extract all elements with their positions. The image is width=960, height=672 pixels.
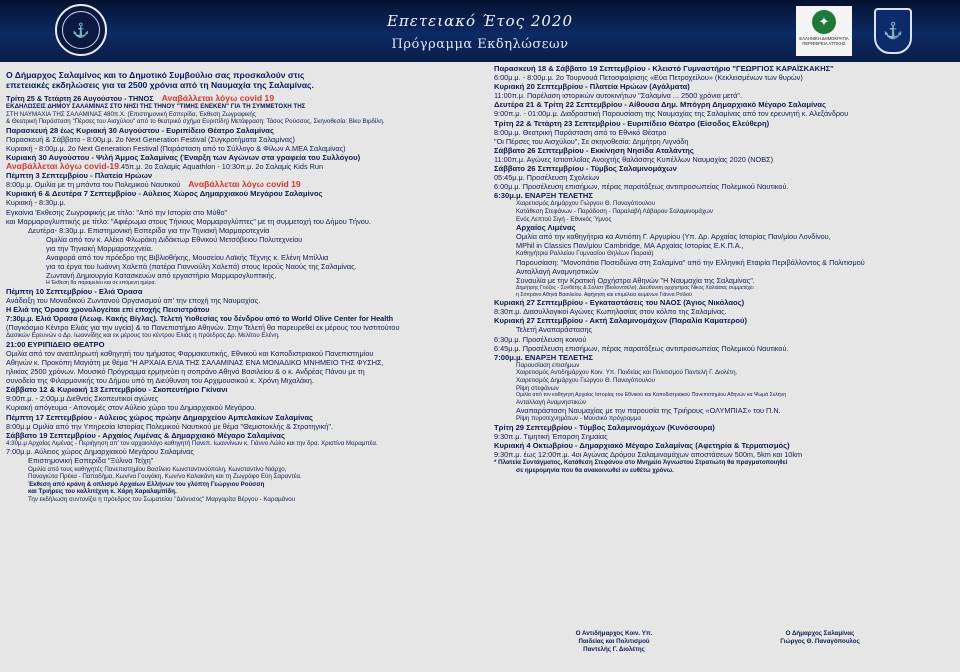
program-text: Κυριακή 20 Σεπτεμβρίου - Πλατεία Ηρώων (Αγάλματα)	[494, 82, 690, 92]
program-text: Ενός Λεπτού Σιγή - Εθνικός Ύμνος	[516, 215, 612, 223]
program-line	[6, 118, 484, 126]
program-text: Δημήτρης Γούζος - Συνθέτης & Σολίστ (Βιολοντσέλο), Διεύθυνση ορχήστρας Νίκος Χαλιάσας συμμετέχει	[516, 285, 754, 292]
program-text: Χαιρετισμός Δημάρχου Γιώργου Θ. Παναγόπουλου	[516, 377, 655, 384]
program-text: Τελετή Αναπαράστασης	[516, 325, 593, 335]
program-line	[6, 296, 484, 305]
program-text: Ρίψη πυροτεχνημάτων - Μουσικό πρόγραμμα	[516, 415, 641, 423]
program-text: Κυριακή - 8:00μ.μ. 2ο Next Generation Festival (Παράσταση από το Σύλλογο & Φίλων Α.ΜΕΑ Σαλαμίνας)	[6, 143, 346, 153]
right-column	[494, 64, 956, 474]
program-text: Τρίτη 22 & Τετάρτη 23 Σεπτεμβρίου - Ευριπίδειο Θέατρο (Είσοδος Ελεύθερη)	[494, 118, 770, 128]
program-line	[6, 111, 484, 119]
program-text: ηλικίας 2500 χρόνων. Μουσικό Πρόγραμμα ερμηνεύει η σοπράνο Αθηνά Βασιλείου & ο κ. Ανδρέας Πάνου με τη	[6, 367, 365, 377]
program-text: 6:00μ.μ. Προσέλευση επισήμων, πέρας παρατάξεως αντιπροσωπείας Πολεμικού Ναυτικού.	[494, 182, 789, 192]
program-text: Κυριακή 6 & Δευτέρα 7 Σεπτεμβρίου - Αύλειος Χώρος Δημαρχιακού Μεγάρου Σαλαμίνος	[6, 189, 323, 199]
program-text: Κυριακή 27 Σεπτεμβρίου - Εγκαταστάσεις του ΝΑΟΣ (Άγιος Νικόλαος)	[494, 298, 745, 308]
program-text: Τρίτη 29 Σεπτεμβρίου - Τύμβος Σαλαμινομάχων (Κυνόσουρα)	[494, 422, 715, 432]
program-line	[494, 182, 956, 191]
program-line	[6, 440, 484, 448]
program-line	[494, 423, 956, 432]
program-text: Κυριακή - 8:30μ.μ.	[6, 198, 66, 208]
program-line	[6, 253, 484, 262]
program-text: Καθηγήτρια Ραλλείου Γυμνασίου Θηλέων Πειραιά)	[516, 250, 654, 258]
program-text: Παναγιώτα Πρέκα - Παπαδήμα, Κων/να Γουγάκη, Κων/νο Καλακάνη και τη Ζωγράφο Εύη Σαραντέα.	[28, 473, 302, 481]
program-line	[6, 262, 484, 271]
program-text: 6:30μ.μ. ΕΝΑΡΞΗ ΤΕΛΕΤΗΣ	[494, 191, 593, 201]
program-line	[6, 473, 484, 481]
program-text: Αναπαράσταση Ναυμαχίας με την παρουσία της Τριήρους «ΟΛΥΜΠΙΑΣ» του Π.Ν.	[516, 406, 781, 416]
program-text: Την εκδήλωση συντονίζει η πρόεδρος του Σωματείου "Διόνυσος" Μαργαρίτα Βέργου - Καραμάνου	[28, 495, 296, 503]
program-line	[494, 335, 956, 344]
intro-line: επετειακές εκδηλώσεις για τα 2500 χρόνια από τη Ναυμαχία της Σαλαμίνας.	[6, 80, 314, 91]
program-line	[494, 155, 956, 164]
page-title: Επετειακό Έτος 2020	[386, 12, 574, 30]
program-text: 6:30μ.μ. Προσέλευση κοινού	[494, 334, 587, 344]
program-line	[494, 223, 956, 232]
program-line	[6, 144, 484, 153]
left-column	[6, 64, 484, 504]
program-line	[494, 450, 956, 459]
program-line	[494, 307, 956, 316]
program-text: Ρίψη στεφάνων	[516, 384, 559, 392]
program-line	[6, 431, 484, 440]
program-text: MPhil in Classics Παν/μίου Cambridge, MA Αρχαίας Ιστορίας Ε.Κ.Π.Α.,	[516, 241, 744, 251]
program-text: 4:30μ.μ Αρχαίος Λιμένας - Περιήγηση απ' τον αρχαιολόγο καθηγητή Πανεπ. Ιωαννίνων κ. Γιάννο Λώλο και την δρα. Χριστίνα Μαραμπέα.	[6, 439, 378, 447]
program-text: .45π.μ. 2ο Σαλαμίς Aquathlon - 10:30π.μ. 2ο Σαλαμίς Kids Run	[119, 162, 323, 172]
program-text: Κυριακή 27 Σεπτεμβρίου - Ακτή Σαλαμινομάχων (Παραλία Καματερού)	[494, 316, 747, 326]
program-text: συνοδεία της Φιλαρμονικής του Δήμου υπό τη Διεύθυνση του Αρχιμουσικού κ. Χρόνη Μιχαλάκη.	[6, 376, 314, 386]
program-line	[6, 358, 484, 367]
program-line	[6, 135, 484, 144]
program-line	[6, 162, 484, 171]
program-line	[494, 377, 956, 385]
signature-line: Παντελής Γ. Διολέτης	[583, 645, 645, 653]
program-line	[6, 305, 484, 314]
program-text: 8:00μ.μ. Ομιλία με τη μπάντα του Πολεμικού Ναυτικού	[6, 180, 181, 190]
program-line	[6, 94, 484, 103]
program-text: Επιστημονική Εσπερίδα "Ξύλινα Τείχη"	[28, 456, 154, 466]
program-line	[494, 91, 956, 100]
program-text: ΕΚΔΗΛΩΣΕΙΣ ΔΗΜΟΥ ΣΑΛΑΜΙΝΑΣ ΣΤΟ ΝΗΣΙ ΤΗΣ ΤΗΝΟΥ "ΤΙΜΗΣ ΕΝΕΚΕΝ" ΓΙΑ ΤΗ ΣΥΜΜΕΤΟΧΗ ΤΗΣ	[6, 102, 306, 110]
program-line	[494, 128, 956, 137]
program-line	[494, 316, 956, 325]
program-line	[6, 189, 484, 198]
program-line	[494, 353, 956, 362]
program-text: Τρίτη 25 & Τετάρτη 26 Αυγούστου - ΤΗΝΟΣ	[6, 93, 154, 103]
program-line	[494, 82, 956, 91]
program-text: 11:00π.μ. Αγώνες Ιστιοπλοΐας Ανοιχτής θαλάσσης Κυπέλλων Ναυμαχίας 2020 (ΝΟΒΣ)	[494, 154, 774, 164]
page-subtitle: Πρόγραμμα Εκδηλώσεων	[391, 37, 569, 52]
program-text: Ανταλλαγή Αναμνηστικών	[516, 398, 586, 406]
program-line	[6, 180, 484, 189]
program-line	[6, 332, 484, 340]
program-line	[494, 399, 956, 407]
intro-line: Ο Δήμαρχος Σαλαμίνος και το Δημοτικό Συμβούλιο σας προσκαλούν στις	[6, 70, 305, 80]
program-line	[6, 376, 484, 385]
program-text: Ομιλία από τον αναπληρωτή καθηγητή του τμήματος Φαρμακευτικής, Εθνικού και Καποδιστριακού Πανεπιστημίου	[6, 348, 374, 358]
program-line	[494, 200, 956, 208]
program-line	[6, 235, 484, 244]
program-line	[494, 362, 956, 370]
program-line	[494, 369, 956, 377]
signature-line: Ο Δήμαρχος Σαλαμίνας	[785, 630, 855, 637]
program-line	[494, 267, 956, 276]
program-line	[6, 466, 484, 474]
program-text: 9:00π.μ. - 01:00μ.μ. Διαδραστική Παρουσίαση της Ναυμαχίας της Σαλαμίνας από τον ερευνητή κ. Αλεξάνδρου	[494, 109, 849, 119]
program-line	[6, 367, 484, 376]
program-line	[494, 258, 956, 267]
program-text: Παρουσίαση επισήμων	[516, 361, 580, 369]
program-text: 6:45μ.μ. Προσέλευση επισήμων, πέρας παρατάξεως αντιπροσωπείας Πολεμικού Ναυτικού.	[494, 343, 789, 353]
program-text: και Τριήρεις του καλλιτέχνη κ. Χάρη Χαραλαμπίδη.	[28, 488, 177, 496]
program-text: Σάββατο 26 Σεπτεμβρίου - Εκκίνηση Νησίδα Αταλάντης	[494, 145, 694, 155]
program-text: Κυριακή 30 Αυγούστου - Ψιλή Άμμος Σαλαμίνας (Έναρξη των Αγώνων στα γραφεία του Συλλόγου)	[6, 152, 361, 162]
program-text: Αναφορά από τον πρόεδρο της Βιβλιοθήκης, Μουσείου Λαϊκής Τέχνης κ. Ελένη Μπίλλια	[46, 253, 329, 262]
program-text: Παρουσίαση: "Μονοπάτια Ποσειδώνα στη Σαλαμίνα" από την Ελληνική Εταιρία Περιβάλλοντος & Πολιτισμού	[516, 258, 865, 268]
program-line	[6, 413, 484, 422]
program-line	[494, 73, 956, 82]
program-line	[6, 217, 484, 226]
program-text: Κατάθεση Στεφάνων - Παράδοση - Παραλαβή Λάβαρου Σαλαμινομάχων	[516, 208, 713, 215]
program-line	[494, 432, 956, 441]
program-line	[6, 103, 484, 111]
program-line	[494, 459, 956, 467]
program-line	[494, 441, 956, 450]
program-line	[494, 173, 956, 182]
program-text: Χαιρετισμός Αντιδημάρχου Κοιν. Υπ. Παιδείας και Πολιτισμού Παντελή Γ. Διολέτη.	[516, 369, 738, 377]
program-line	[494, 298, 956, 307]
program-text: Η Έκθεση θα παραμείνει και σε επόμενη ημέρα.	[46, 280, 156, 287]
signature-line: Ο Αντιδήμαρχος Κοιν. Υπ.	[575, 630, 653, 637]
program-text: ΣΤΗ ΝΑΥΜΑΧΙΑ ΤΗΣ ΣΑΛΑΜΙΝΑΣ 480π.Χ. (Επιστημονική Εσπερίδα, Έκθεση Ζωγραφικής	[6, 110, 256, 118]
program-text: 6:00μ.μ. - 8:00μ.μ. 2ο Τουρνουά Πετοσφαίρισης «Εύα Πετροχείλου» (Κεκλεισμένων των θυρών)	[494, 73, 803, 83]
program-text: 21:00 ΕΥΡΙΠΙΔΕΙΟ ΘΕΑΤΡΟ	[6, 339, 105, 349]
program-line	[6, 171, 484, 180]
program-text: 8:00μ.μ Ομιλία από την Υπηρεσία Ιστορίας Πολεμικού Ναυτικού με θέμα "Θεμιστοκλής & Στρατηγική".	[6, 421, 333, 431]
program-text: για τα έργα του Ιωάννη Χαλεπά (πατέρα Γιαννούλη Χαλεπά) στους Ιερούς Ναούς της Σαλαμίνας.	[46, 262, 357, 272]
program-text: Πέμπτη 3 Σεπτεμβρίου - Πλατεία Ηρώων	[6, 171, 153, 181]
program-text: Πέμπτη 17 Σεπτεμβρίου - Αύλειος χώρος πρώην Δημαρχείου Αμπελακίων Σαλαμίνας	[6, 412, 313, 422]
program-line	[494, 232, 956, 241]
program-text: Παρασκευή 28 έως Κυριακή 30 Αυγούστου - Ευριπίδειο Θέατρο Σαλαμίνας	[6, 125, 274, 135]
program-text: Σάββατο 19 Σεπτεμβρίου - Αρχαίος Λιμένας & Δημαρχιακό Μέγαρο Σαλαμίνας	[6, 430, 285, 440]
postponed-notice: Αναβάλλεται λόγω covid 19	[188, 180, 301, 190]
program-text: Ανταλλαγή Αναμνηστικών	[516, 267, 599, 277]
program-text: Η Ελιά της Όρασα χρονολογείται επί εποχής Πεισιστράτου	[6, 304, 210, 314]
program-text: * Πλατεία Συντάγματος, Κατάθεση Στεφάνου στο Μνημείο Άγνωστου Στρατιώτη θα πραγματοποιηθεί	[494, 459, 788, 467]
signature-line: Γιώργος Θ. Παναγόπουλος	[780, 637, 860, 645]
program-text: Δευτέρα- 8:30μ.μ. Επιστημονική Εσπερίδα για την Τηνιακή Μαρμαροτεχνία	[28, 225, 270, 235]
program-line	[494, 109, 956, 118]
program-text: 05:45μ.μ. Προσέλευση Σχολείων	[494, 173, 600, 183]
greek-emblem-icon: ✦	[812, 10, 836, 34]
program-text: Αθηνών κ. Προκόπη Μαγιάτη με θέμα "Η ΑΡΧΑΙΑ ΕΛΙΑ ΤΗΣ ΣΑΛΑΜΙΝΑΣ ΕΝΑ ΜΟΝΑΔΙΚΟ ΜΝΗΜΕΙΟ ΤΗΣ ΦΥΣΗΣ,	[6, 357, 384, 367]
program-line	[6, 340, 484, 349]
program-text: Παρασκευή 18 & Σάββατο 19 Σεπτεμβρίου - Κλειστό Γυμναστήριο "ΓΕΩΡΓΙΟΣ ΚΑΡΑΪΣΚΑΚΗΣ"	[494, 64, 834, 73]
program-text: Ομιλία από την καθηγήτρια κα Αντιόπη Γ. Αργυρίου (Υπ. Δρ. Αρχαίας Ιστορίας Παν/μίου Λονδίνου,	[516, 232, 831, 242]
program-line	[494, 241, 956, 250]
program-line	[6, 153, 484, 162]
program-line	[6, 271, 484, 280]
program-line	[494, 406, 956, 415]
program-text: 9:30π.μ. Τιμητική Έπαρση Σημαίας	[494, 431, 608, 441]
intro-text	[6, 70, 484, 91]
program-text: Συναυλία με την Κρατική Ορχήστρα Αθηνών "Η Ναυμαχία της Σαλαμίνας".	[516, 276, 755, 286]
signature-mayor	[758, 630, 882, 646]
program-text: 11:00π.μ. Παρέλαση ιστορικών αυτοκινήτων "Σαλαμίνα ... 2500 χρόνια μετά".	[494, 91, 742, 101]
program-line	[6, 447, 484, 456]
program-text: 9:30π.μ. έως 12:00π.μ. 4οι Αγώνας Δρόμου Σαλαμινομάχων αποστάσεων 500m, 5km και 10km	[494, 450, 803, 460]
program-line	[494, 191, 956, 200]
program-text: 7:00μ.μ. Αύλειος χώρος Δημαρχιακού Μεγάρου Σαλαμίνας	[6, 447, 194, 457]
program-line	[6, 323, 484, 332]
program-text: 8:30π.μ. Διασυλλογικοί Αγώνες Κωπηλασίας στον κόλπο της Σαλαμίνας.	[494, 307, 727, 317]
program-line	[494, 216, 956, 224]
program-line	[6, 481, 484, 489]
program-text: Ζωντανή Δημιουργία Κατασκευών από εργαστήριο Μαρμαρογλυπτικής.	[46, 271, 277, 281]
program-line	[494, 415, 956, 423]
program-line	[494, 64, 956, 73]
program-text: (Παγκόσμιο Κέντρο Ελιάς για την υγεία) & το Πανεπιστήμιο Αθηνών. Στην Τελετή θα παρευρεθεί εκ μέρους του Ινστιτούτου	[6, 323, 400, 333]
postponed-notice: Αναβάλλεται λόγω covid 19	[161, 93, 275, 103]
program-text: Ανάδειξη του Μοναδικού Ζωντανού Οργανισμού απ' την εποχή της Ναυμαχίας.	[6, 295, 261, 305]
program-line	[6, 385, 484, 394]
program-text: Ομιλία από τον κ. Αλέκο Φλωράκη Διδάκτωρ Εθνικού Μετσόβειου Πολυτεχνείου	[46, 234, 303, 244]
program-text: Κυριακή 4 Οκτωβρίου - Δημαρχιακό Μέγαρο Σαλαμίνας (Αφετηρία & Τερματισμός)	[494, 441, 790, 451]
program-line	[494, 100, 956, 109]
program-text: 9:00π.μ. - 2:00μ.μ Διεθνείς Σκοπευτικοί αγώνες	[6, 394, 159, 404]
program-line	[494, 325, 956, 334]
program-line	[6, 349, 484, 358]
header-banner	[0, 0, 960, 62]
program-text: & Θεατρική Παράσταση "Πέρσες του Αισχύλου" από το θεατρικό σχήμα Ευριπίδη) Μετάφραση: Τάσος Ρούσσος, Σκηνοθεσία: Βίκυ Βιρδίλη.	[6, 118, 385, 126]
region-logo-text: ΕΛΛΗΝΙΚΗ ΔΗΜΟΚΡΑΤΙΑ ΠΕΡΙΦΕΡΕΙΑ ΑΤΤΙΚΗΣ	[799, 36, 849, 46]
program-text: σε ημερομηνία που θα ανακοινωθεί εν ευθέτω χρόνω.	[516, 466, 674, 474]
program-line	[6, 422, 484, 431]
program-line	[494, 467, 956, 475]
signature-line: Παιδείας και Πολιτισμού	[578, 637, 650, 645]
program-line	[6, 394, 484, 403]
program-line	[6, 496, 484, 504]
program-text: 7:00μ.μ. ΕΝΑΡΞΗ ΤΕΛΕΤΗΣ	[494, 352, 593, 362]
program-line	[6, 287, 484, 296]
program-text: Κυριακή απόγευμα - Απονομές στον Αύλειο χώρο του Δημαρχιακού Μεγάρου.	[6, 403, 257, 413]
program-line	[6, 403, 484, 412]
municipality-seal-icon: ⚓	[55, 4, 107, 56]
program-line	[6, 226, 484, 235]
program-text: Εγκαίνια Έκθεσης Ζωγραφικής με τίτλο: "Από την Ιστορία στο Μύθο"	[6, 207, 228, 217]
postponed-notice: Αναβάλλεται λόγω covid-19	[6, 162, 119, 172]
program-line	[494, 119, 956, 128]
program-line	[6, 126, 484, 135]
program-line	[494, 385, 956, 393]
program-text: Αρχαίος Λιμένας	[516, 223, 576, 233]
program-text: Σάββατο 26 Σεπτεμβρίου - Τύμβος Σαλαμινομάχων	[494, 164, 677, 174]
program-text: Σάββατο 12 & Κυριακή 13 Σεπτεμβρίου - Σκοπευτήριο Γκίνανι	[6, 385, 228, 395]
program-text: για την Τηνιακή Μαρμαροτεχνεία.	[46, 243, 153, 253]
program-text: και Μαρμαρογλυπτικής με τίτλο: "Αφιέρωμα στους Τήνιους Μαρμαρογλύπτες" με τη συμμετοχή του Δήμου Τήνου.	[6, 216, 371, 226]
attica-region-logo	[796, 6, 852, 56]
program-text: "Οι Πέρσες του Αισχύλου", Σε σκηνοθεσία: Δημήτρη Λιγνάδη	[494, 136, 689, 146]
program-line	[494, 164, 956, 173]
navy-shield-icon: ⚓	[874, 8, 912, 54]
program-line	[494, 250, 956, 258]
signature-deputy-mayor	[552, 630, 676, 653]
program-line	[494, 276, 956, 285]
program-text: Πέμπτη 10 Σεπτεμβρίου - Ελιά Όρασα	[6, 286, 143, 296]
program-text: Χαιρετισμός Δημάρχου Γιώργου Θ. Παναγόπουλου	[516, 200, 655, 208]
program-text: Ομιλία από τον καθηγητή Αρχαίας Ιστορίας του Εθνικού και Καποδιστριακού Πανεπιστημίου Αθηνών κα Ψωμά Σελήνη	[516, 392, 787, 399]
program-text: Ομιλία από τους καθηγητές Πανεπιστημίου Βασίλειο Κωνσταντινούπολη, Κωνσταντίνο Νιάρχο,	[28, 465, 287, 473]
program-line	[6, 244, 484, 253]
program-text: 8:00μ.μ. Θεατρική Παράσταση από το Εθνικό Θέατρο	[494, 127, 667, 137]
program-text: 7:30μ.μ. Ελιά Όρασα (Λεωφ. Κακής Βίγλας). Τελετή Υιοθεσίας του δένδρου από το World Olive Center for Health	[6, 313, 394, 323]
program-line	[494, 344, 956, 353]
program-line	[494, 146, 956, 155]
program-text: Δασικών Ερευνών ο Δρ. Ιωαννίδης και εκ μέρους του κέντρου Ελιάς η πρόεδρος Δρ. Μελίτου Ελένη.	[6, 332, 280, 340]
program-line	[6, 198, 484, 207]
program-line	[6, 456, 484, 465]
program-line	[494, 137, 956, 146]
program-line	[6, 488, 484, 496]
program-text: Έκθεση από κράνη & οπλισμό Αρχαίων Ελλήνων του γλύπτη Γεώργιου Ρούσση	[28, 480, 265, 488]
program-line	[6, 314, 484, 323]
program-text: Δευτέρα 21 & Τρίτη 22 Σεπτεμβρίου - Αίθουσα Δημ. Μπόγρη Δημαρχιακό Μέγαρο Σαλαμίνας	[494, 100, 826, 110]
program-text: η Σοπράνο Αθηνά Βασιλείου. Αφήγηση και επιμέλεια κειμένων Γιάννα Ροϊλού	[516, 291, 692, 298]
program-line	[6, 208, 484, 217]
program-line	[494, 208, 956, 216]
program-text: Παρασκευή & Σάββατο - 8:00μ.μ. 2ο Next Generation Festival (Συγκροτήματα Σαλαμίνας)	[6, 134, 295, 144]
